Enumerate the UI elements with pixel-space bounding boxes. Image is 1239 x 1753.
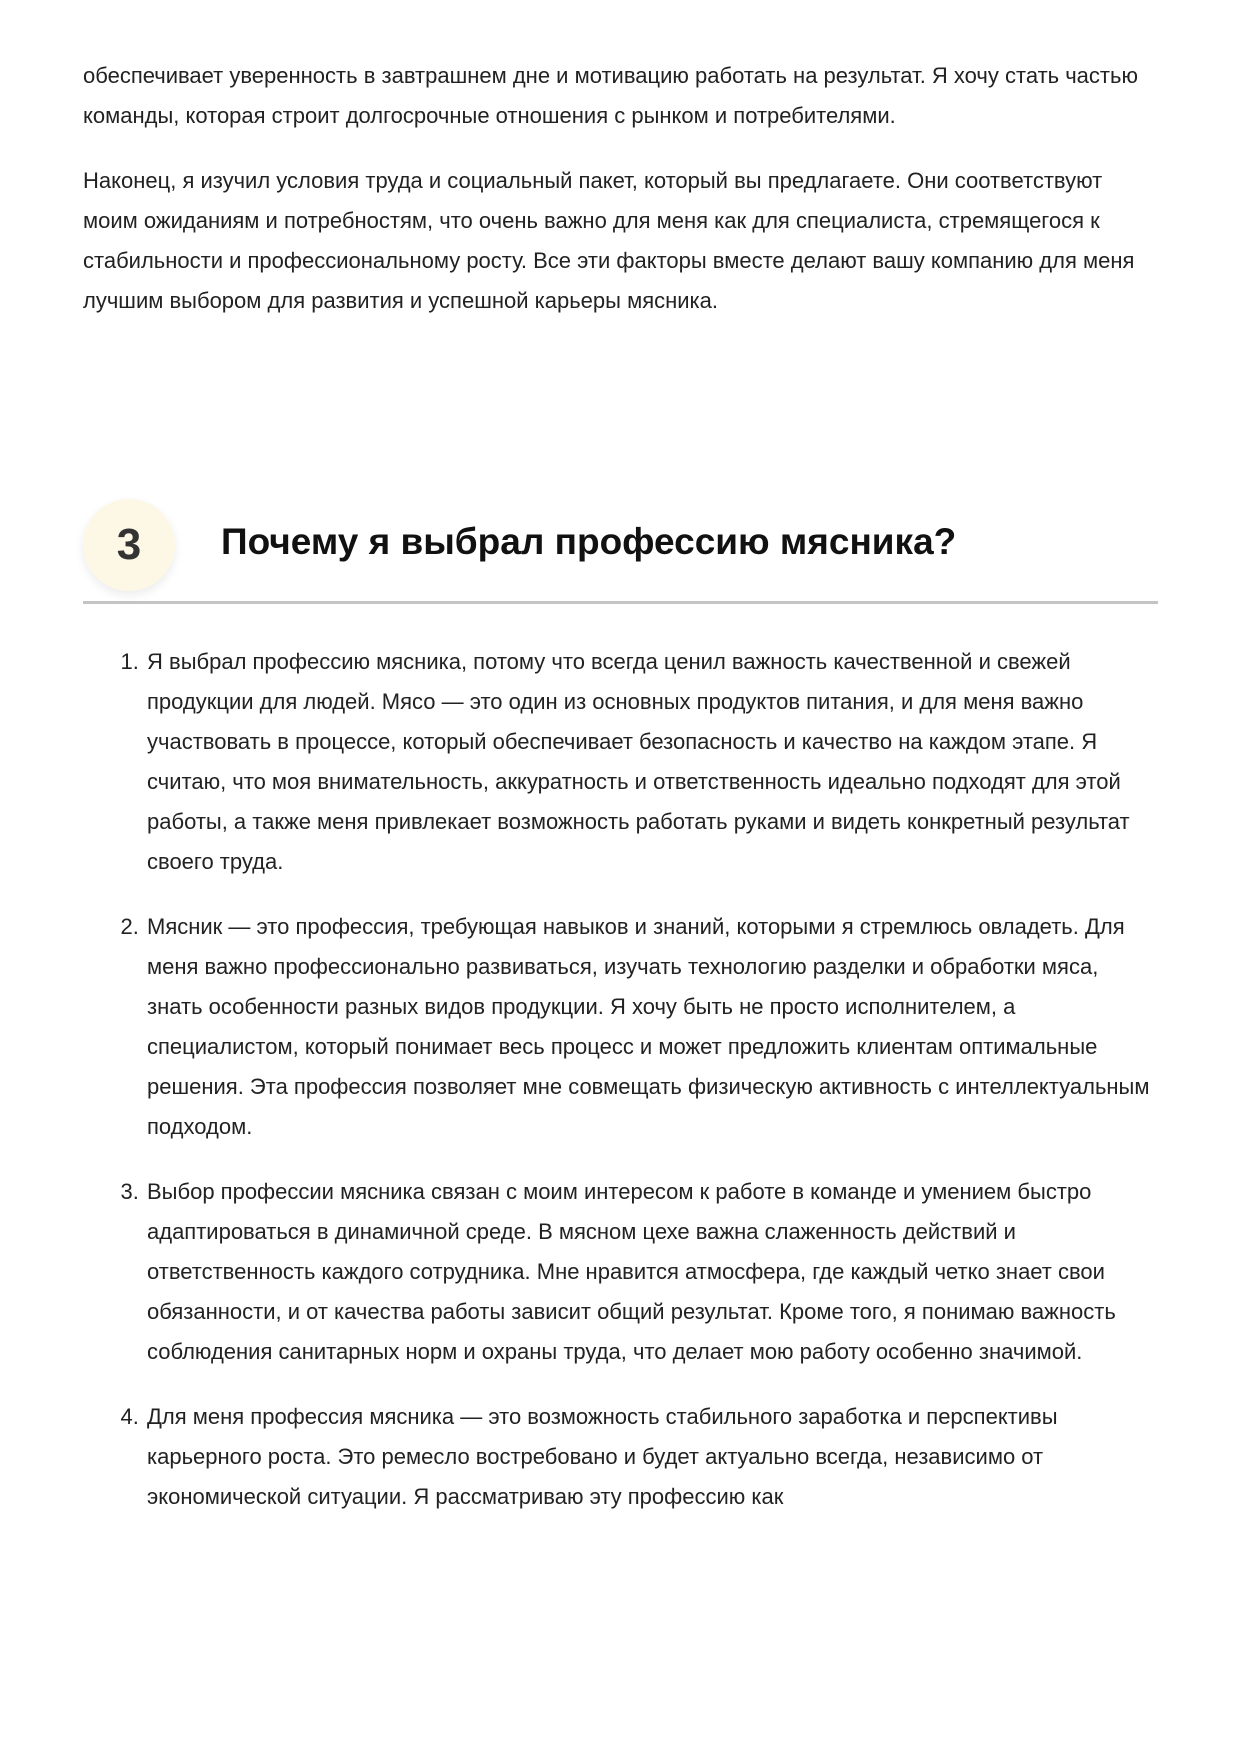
section-header	[83, 491, 1158, 604]
list-item: 2. Мясник — это профессия, требующая навыков и знаний, которыми я стремлюсь овладеть. Для меня важно профессионально развиваться, изучать технологию разделки и обработки мяса, знать особенности разных видов продукции. Я хочу быть не просто исполнителем, а специалистом, который понимает весь процесс и может предложить клиентам оптимальные решения. Эта профессия позволяет мне совмещать физическую активность с интеллектуальным подходом.	[145, 907, 1158, 1147]
list-item: 1. Я выбрал профессию мясника, потому что всегда ценил важность качественной и свежей продукции для людей. Мясо — это один из основных продуктов питания, и для меня важно участвовать в процессе, который обеспечивает безопасность и качество на каждом этапе. Я считаю, что моя внимательность, аккуратность и ответственность идеально подходят для этой работы, а также меня привлекает возможность работать руками и видеть конкретный результат своего труда.	[145, 642, 1158, 882]
section-title: Почему я выбрал профессию мясника?	[221, 521, 957, 562]
list-item: 3. Выбор профессии мясника связан с моим интересом к работе в команде и умением быстро адаптироваться в динамичной среде. В мясном цехе важна слаженность действий и ответственность каждого сотрудника. Мне нравится атмосфера, где каждый четко знает свои обязанности, и от качества работы зависит общий результат. Кроме того, я понимаю важность соблюдения санитарных норм и охраны труда, что делает мою работу особенно значимой.	[145, 1172, 1158, 1372]
paragraph: обеспечивает уверенность в завтрашнем дне и мотивацию работать на результат. Я хочу стать частью команды, которая строит долгосрочные отношения с рынком и потребителями.	[83, 63, 1138, 128]
paragraph: Наконец, я изучил условия труда и социальный пакет, который вы предлагаете. Они соответствуют моим ожиданиям и потребностям, что очень важно для меня как для специалиста, стремящегося к стабильности и профессиональному росту. Все эти факторы вместе делают вашу компанию для меня лучшим выбором для развития и успешной карьеры мясника.	[83, 168, 1135, 313]
document-body	[83, 56, 1158, 1542]
section-number-badge: 3	[83, 499, 175, 591]
list-item: 4. Для меня профессия мясника — это возможность стабильного заработка и перспективы карьерного роста. Это ремесло востребовано и будет актуально всегда, независимо от экономической ситуации. Я рассматриваю эту профессию как	[145, 1397, 1158, 1517]
reasons-list	[83, 642, 1158, 1517]
